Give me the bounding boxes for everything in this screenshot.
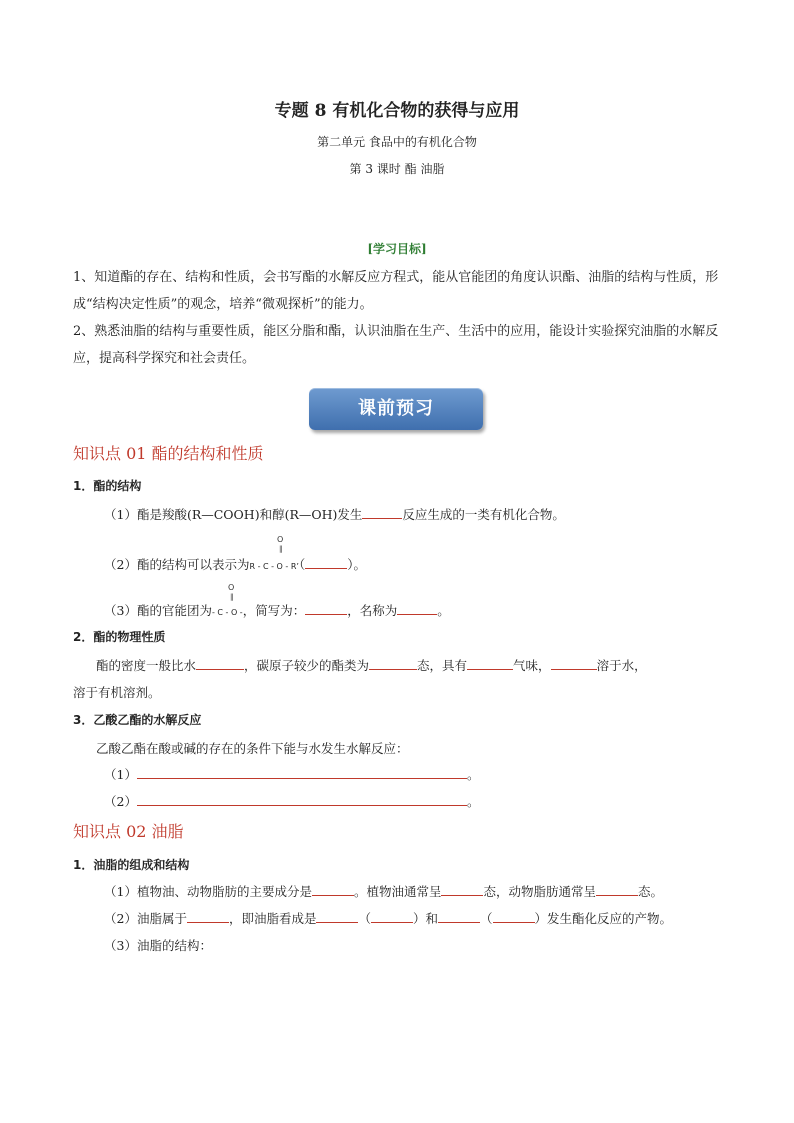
document-title: 专题 8 有机化合物的获得与应用	[274, 101, 520, 121]
line-text: 态，动物脂肪通常呈	[483, 884, 596, 899]
line-text: ）发生酯化反应的产物。	[534, 911, 673, 926]
answer-blank[interactable]	[467, 657, 513, 670]
hydrolysis-line-2	[104, 792, 479, 810]
answer-blank-long[interactable]	[137, 793, 467, 806]
knowledge-point-2-title: 知识点 02 油脂	[73, 822, 184, 841]
line-text: ，名称为	[347, 603, 398, 618]
answer-blank[interactable]	[596, 883, 638, 896]
line-text: ）。	[347, 557, 366, 572]
ester-group-formula: - C - O -	[211, 608, 243, 617]
line-text: 。	[466, 767, 480, 782]
preview-banner: 课前预习	[309, 388, 483, 430]
line-text: （1）植物油、动物脂肪的主要成分是	[104, 884, 312, 899]
line-text: （1）酯是羧酸(R—COOH)和醇(R—OH)发生	[104, 507, 363, 522]
answer-blank[interactable]	[305, 556, 347, 569]
answer-blank[interactable]	[187, 910, 229, 923]
goal-item-2: 2、熟悉油脂的结构与重要性质，能区分脂和酯，认识油脂在生产、生活中的应用，能设计实验探究油脂的水解反应，提高科学探究和社会责任。	[73, 324, 719, 366]
line-text: （2）酯的结构可以表示为	[104, 557, 250, 572]
ester-general-formula: R - C - O - R’	[249, 562, 299, 571]
physical-properties-line-1	[96, 656, 647, 674]
goal-item-1: 1、知道酯的存在、结构和性质，会书写酯的水解反应方程式，能从官能团的角度认识酯、油脂的结构与性质，形成“结构决定性质”的观念，培养“微观探析”的能力。	[73, 270, 719, 312]
knowledge-point-1-title: 知识点 01 酯的结构和性质	[73, 444, 264, 463]
line-text: （3）酯的官能团为	[104, 603, 212, 618]
answer-blank[interactable]	[362, 506, 402, 519]
line-text: 态，具有	[417, 658, 468, 673]
section-heading-oil-composition: 1．油脂的组成和结构	[73, 858, 190, 872]
ester-structure-line-2	[104, 555, 366, 573]
oil-line-2	[104, 909, 672, 927]
line-text: 反应生成的一类有机化合物。	[402, 507, 565, 522]
answer-blank[interactable]	[441, 883, 483, 896]
line-text: 。	[437, 603, 450, 618]
double-bond-mark: ‖	[230, 593, 234, 601]
answer-blank[interactable]	[371, 910, 413, 923]
ester-structure-line-1	[104, 505, 565, 523]
line-text: 。植物油通常呈	[353, 884, 442, 899]
line-text: （	[480, 911, 493, 926]
line-text: 态。	[638, 884, 664, 899]
answer-blank[interactable]	[493, 910, 535, 923]
ester-structure-line-3	[104, 601, 450, 619]
hydrolysis-line-1	[104, 765, 479, 783]
section-heading-hydrolysis: 3．乙酸乙酯的水解反应	[73, 713, 202, 727]
section-heading-physical-properties: 2．酯的物理性质	[73, 630, 166, 644]
answer-blank-long[interactable]	[137, 766, 467, 779]
answer-blank[interactable]	[438, 910, 480, 923]
line-text: （2）	[104, 794, 137, 809]
line-text: ）和	[413, 911, 439, 926]
goals-heading: [学习目标]	[367, 242, 427, 256]
section-heading-ester-structure: 1．酯的结构	[73, 479, 142, 493]
oil-line-1	[104, 882, 663, 900]
line-text: ，碳原子较少的酯类为	[244, 658, 370, 673]
line-text: （	[358, 911, 371, 926]
line-text: ，即油脂看成是	[228, 911, 317, 926]
answer-blank[interactable]	[397, 602, 437, 615]
line-text: 酯的密度一般比水	[96, 658, 197, 673]
line-text: （2）油脂属于	[104, 911, 187, 926]
double-bond-mark: ‖	[279, 545, 283, 553]
lesson-subtitle: 第 3 课时 酯 油脂	[349, 162, 445, 176]
line-text: 。	[466, 794, 480, 809]
answer-blank[interactable]	[305, 602, 347, 615]
answer-blank[interactable]	[369, 657, 417, 670]
oil-line-3: （3）油脂的结构：	[104, 938, 212, 953]
physical-properties-line-2: 溶于有机溶剂。	[73, 685, 161, 700]
unit-subtitle: 第二单元 食品中的有机化合物	[317, 135, 477, 149]
answer-blank[interactable]	[316, 910, 358, 923]
carbonyl-oxygen: O	[228, 583, 235, 592]
answer-blank[interactable]	[312, 883, 354, 896]
line-text: 气味，	[513, 658, 551, 673]
hydrolysis-intro: 乙酸乙酯在酸或碱的存在的条件下能与水发生水解反应：	[96, 741, 409, 756]
answer-blank[interactable]	[196, 657, 244, 670]
line-text: 溶于水，	[596, 658, 647, 673]
answer-blank[interactable]	[551, 657, 597, 670]
line-text: （1）	[104, 767, 137, 782]
carbonyl-oxygen: O	[277, 535, 284, 544]
line-text: （	[298, 557, 306, 572]
line-text: ，简写为：	[242, 603, 306, 618]
